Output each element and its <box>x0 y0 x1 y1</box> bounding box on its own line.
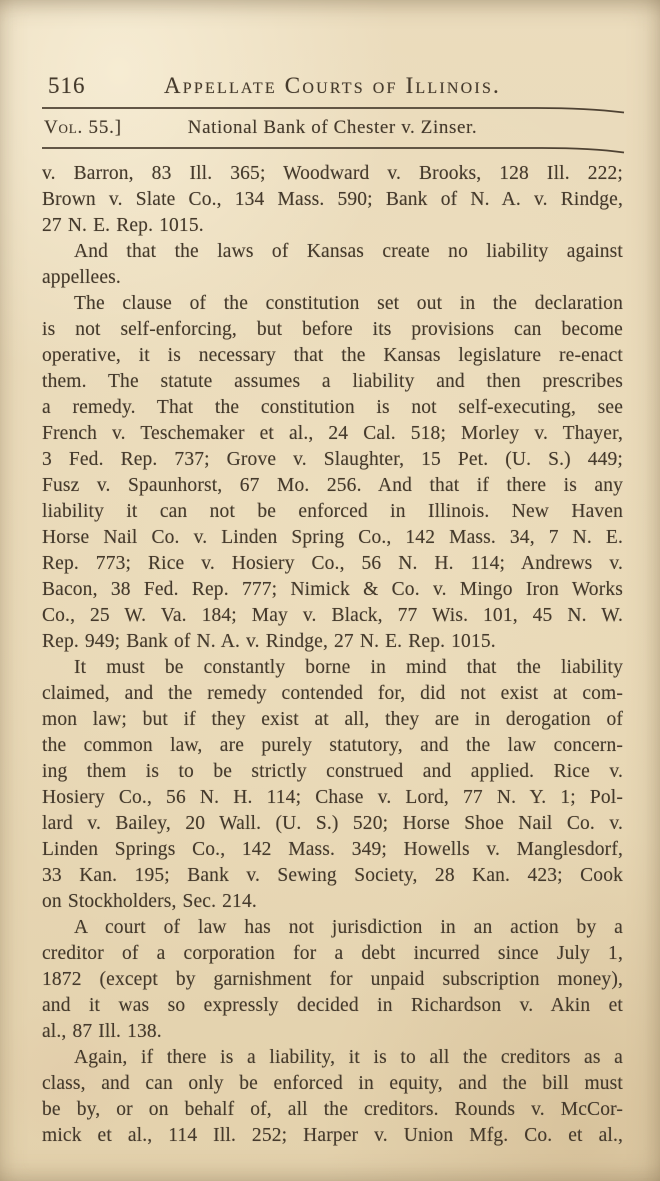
text-line: operative, it is necessary that the Kansas legislature re-enact <box>42 345 623 366</box>
text-line: 27 N. E. Rep. 1015. <box>42 215 204 236</box>
text-line: be by, or on behalf of, all the creditors. Rounds v. McCor- <box>42 1099 623 1120</box>
text-line: Bacon, 38 Fed. Rep. 777; Nimick & Co. v. Mingo Iron Works <box>42 579 623 600</box>
text-line: on Stockholders, Sec. 214. <box>42 891 257 912</box>
text-line: Horse Nail Co. v. Linden Spring Co., 142 Mass. 34, 7 N. E. <box>42 527 623 548</box>
paragraph <box>42 655 623 915</box>
text-line: is not self-enforcing, but before its provisions can become <box>42 319 623 340</box>
text-line: French v. Teschemaker et al., 24 Cal. 518; Morley v. Thayer, <box>42 423 623 444</box>
text-line: And that the laws of Kansas create no liability against <box>74 241 623 262</box>
text-line: 3 Fed. Rep. 737; Grove v. Slaughter, 15 Pet. (U. S.) 449; <box>42 449 623 470</box>
text-line: ing them is to be strictly construed and applied. Rice v. <box>42 761 623 782</box>
header-rule-bottom <box>42 146 625 154</box>
page-header <box>42 73 623 103</box>
text-line: A court of law has not jurisdiction in an action by a <box>74 917 623 938</box>
page-number: 516 <box>48 73 86 98</box>
text-line: 1872 (except by garnishment for unpaid subscription money), <box>42 969 623 990</box>
running-title: Appellate Courts of Illinois. <box>163 73 501 98</box>
text-line: Rep. 773; Rice v. Hosiery Co., 56 N. H. 114; Andrews v. <box>42 553 623 574</box>
paragraph <box>42 915 623 1045</box>
text-line: Again, if there is a liability, it is to all the creditors as a <box>74 1047 623 1068</box>
paragraph <box>42 291 623 655</box>
paragraph <box>42 161 623 239</box>
text-line: class, and can only be enforced in equity, and the bill must <box>42 1073 623 1094</box>
body-text <box>42 161 623 1149</box>
header-rule-top <box>42 106 625 114</box>
text-line: lard v. Bailey, 20 Wall. (U. S.) 520; Horse Shoe Nail Co. v. <box>42 813 623 834</box>
text-line: mick et al., 114 Ill. 252; Harper v. Union Mfg. Co. et al., <box>42 1125 623 1146</box>
text-line: the common law, are purely statutory, and the law concern- <box>42 735 623 756</box>
text-line: Co., 25 W. Va. 184; May v. Black, 77 Wis. 101, 45 N. W. <box>42 605 623 626</box>
text-line: It must be constantly borne in mind that the liability <box>74 657 623 678</box>
paragraph <box>42 239 623 291</box>
case-title: National Bank of Chester v. Zinser. <box>187 117 478 138</box>
text-line: and it was so expressly decided in Richardson v. Akin et <box>42 995 623 1016</box>
text-line: 33 Kan. 195; Bank v. Sewing Society, 28 Kan. 423; Cook <box>42 865 623 886</box>
text-line: them. The statute assumes a liability and then prescribes <box>42 371 623 392</box>
running-head-row <box>42 115 623 141</box>
text-line: creditor of a corporation for a debt incurred since July 1, <box>42 943 623 964</box>
text-line: Linden Springs Co., 142 Mass. 349; Howells v. Manglesdorf, <box>42 839 623 860</box>
text-line: Fusz v. Spaunhorst, 67 Mo. 256. And that if there is any <box>42 475 623 496</box>
text-line: al., 87 Ill. 138. <box>42 1021 162 1042</box>
text-line: a remedy. That the constitution is not self-executing, see <box>42 397 623 418</box>
text-line: Rep. 949; Bank of N. A. v. Rindge, 27 N. E. Rep. 1015. <box>42 631 496 652</box>
text-line: appellees. <box>42 267 121 288</box>
text-line: v. Barron, 83 Ill. 365; Woodward v. Brooks, 128 Ill. 222; <box>42 163 623 184</box>
paragraph <box>42 1045 623 1149</box>
text-line: Hosiery Co., 56 N. H. 114; Chase v. Lord, 77 N. Y. 1; Pol- <box>42 787 623 808</box>
text-line: liability it can not be enforced in Illinois. New Haven <box>42 501 623 522</box>
text-line: claimed, and the remedy contended for, did not exist at com- <box>42 683 623 704</box>
text-line: mon law; but if they exist at all, they are in derogation of <box>42 709 623 730</box>
volume-label: Vol. 55.] <box>44 117 122 138</box>
text-line: Brown v. Slate Co., 134 Mass. 590; Bank of N. A. v. Rindge, <box>42 189 623 210</box>
text-line: The clause of the constitution set out in the declaration <box>74 293 623 314</box>
